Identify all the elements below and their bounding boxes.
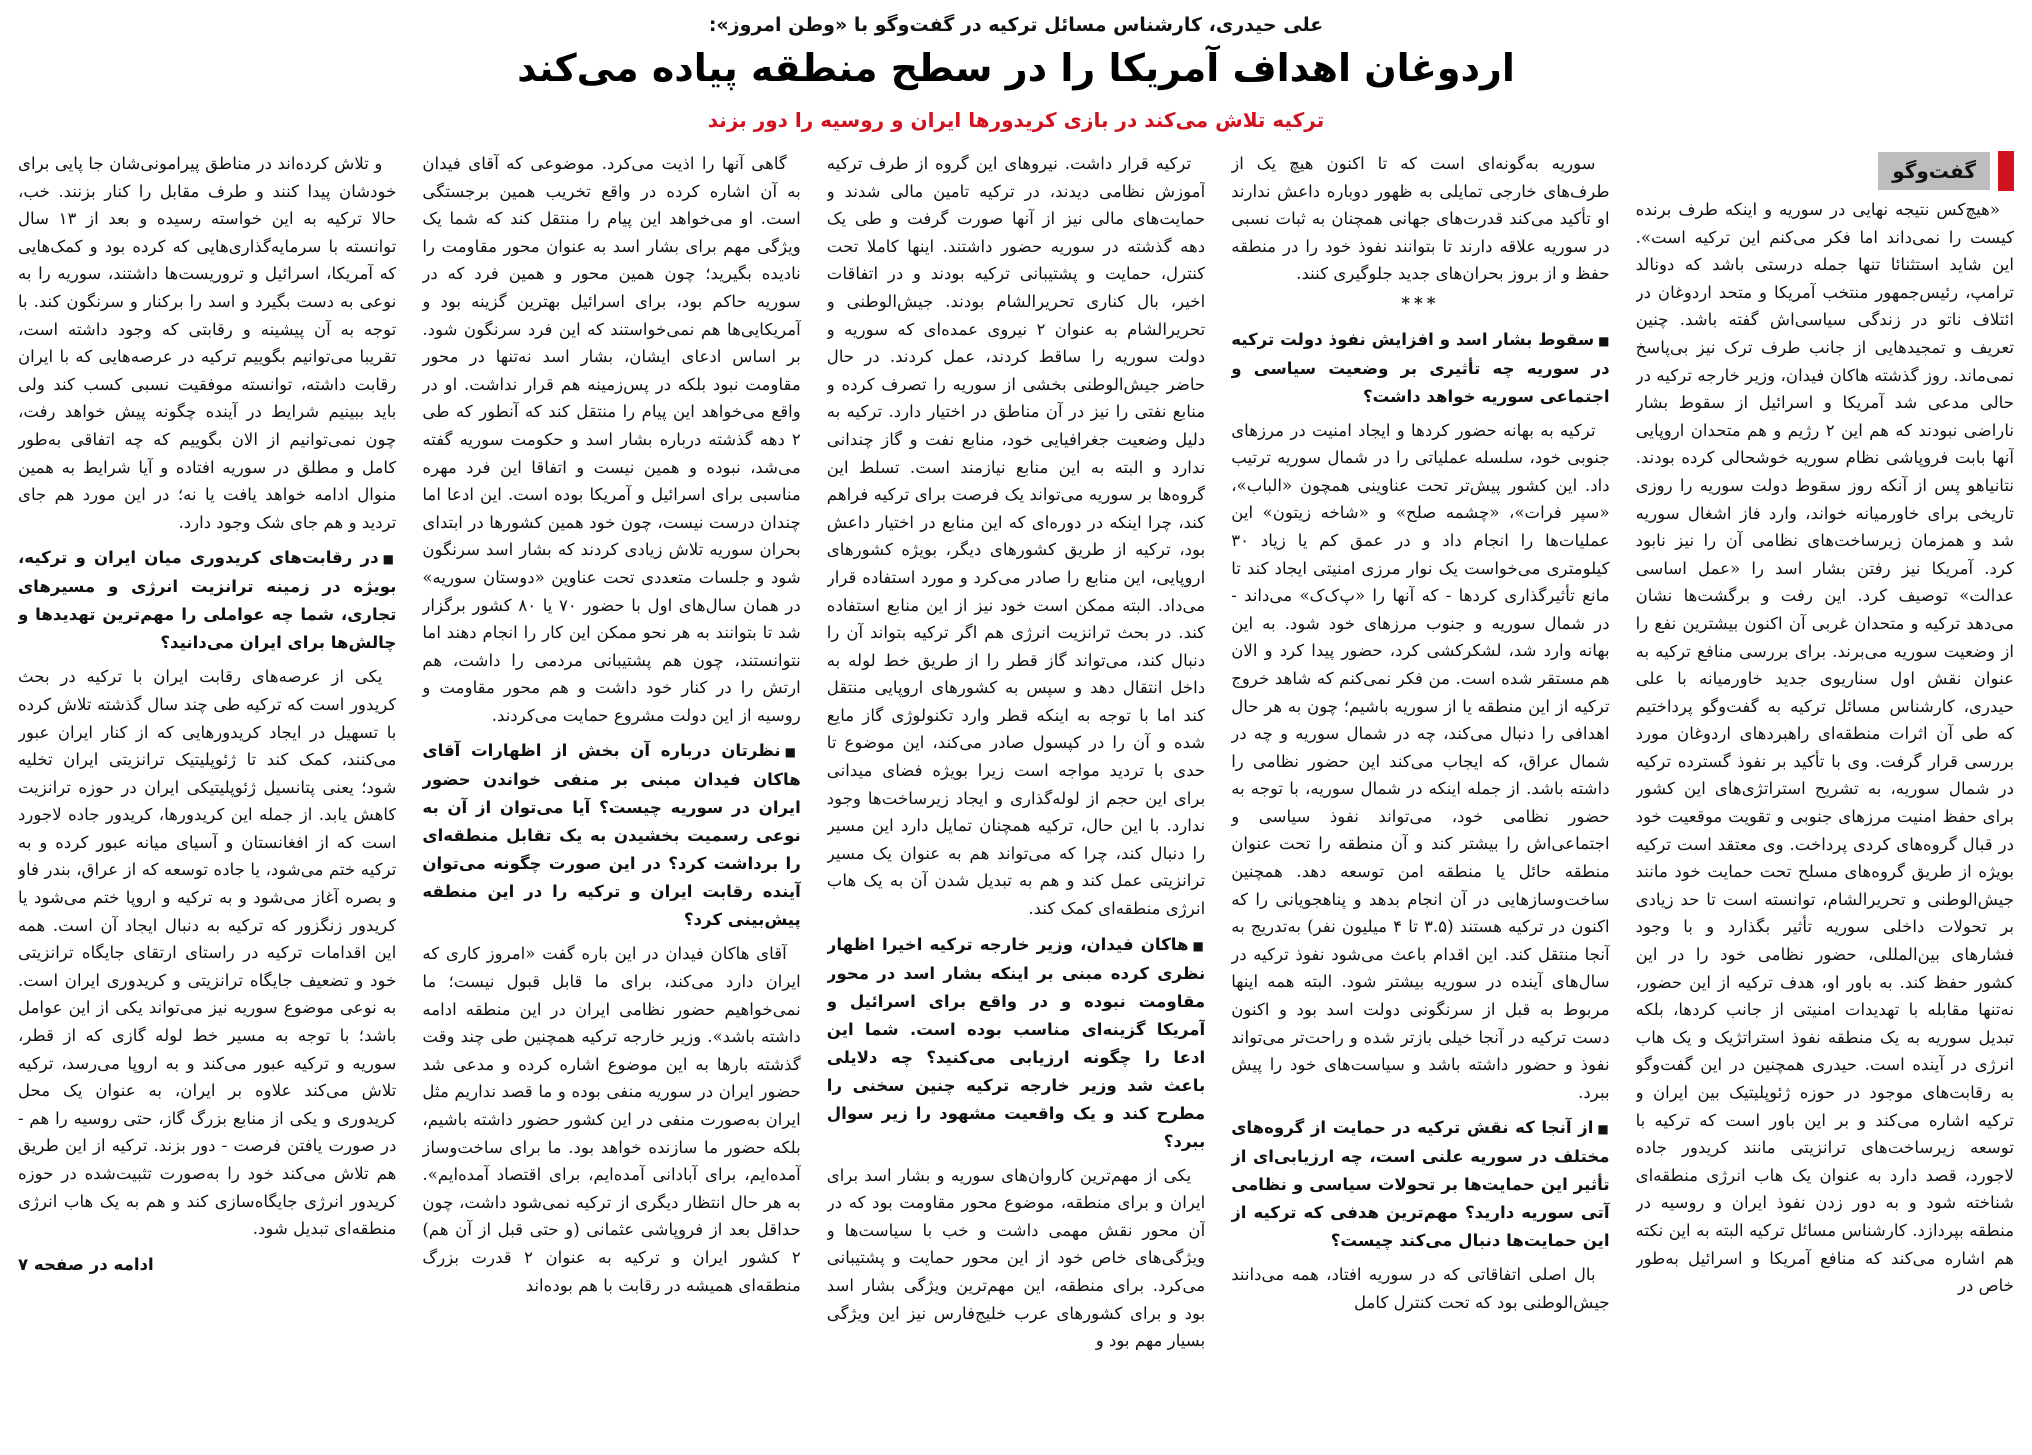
square-bullet-icon: ■ xyxy=(1192,938,1206,953)
paragraph: گاهی آنها را اذیت می‌کرد. موضوعی که آقای فیدان به آن اشاره کرده در واقع تخریب همین برجستگی است. او می‌خواهد این پیام را منتقل کند که شما یک ویژگی مهم برای بشار اسد به عنوان محور مقاومت را نادیده بگیرید؛ چون همین محور و همین فرد که در سوریه حاکم بود، برای اسرائیل بهترین گزینه بود و آمریکایی‌ها هم نمی‌خواستند که این فرد سرنگون شود. بر اساس ادعای ایشان، بشار اسد نه‌تنها در محور مقاومت نبود بلکه در پس‌زمینه هم قرار نداشت. او در واقع می‌خواهد این پیام را منتقل کند که آنطور که طی ۲ دهه گذشته درباره بشار اسد و حکومت سوریه گفته می‌شد، نبوده و همین نیست و اتفاقا این فرد مهره مناسبی برای اسرائیل و آمریکا بوده است. این ادعا اما چندان درست نیست، چون خود همین کشورها در ابتدای بحران سوریه تلاش زیادی کردند که بشار اسد سرنگون شود و جلسات متعددی تحت عناوین «دوستان سوریه» در همان سال‌های اول با حضور ۷۰ یا ۸۰ کشور برگزار شد تا بتوانند به هر نحو ممکن این کار را انجام دهند اما نتوانستند، چون هم پشتیبانی مردمی را داشت، هم ارتش را در کنار خود داشت و هم محور مقاومت و روسیه از این دولت مشروع حمایت می‌کردند. xyxy=(422,154,801,725)
kicker-line: علی حیدری، کارشناس مسائل ترکیه در گفت‌وگو با «وطن امروز»: xyxy=(708,14,1324,36)
paragraph: ترکیه قرار داشت. نیروهای این گروه از طرف ترکیه آموزش نظامی دیدند، در ترکیه تامین مالی شدند و حمایت‌های مالی نیز از آنها صورت گرفت و طی یک دهه گذشته در سوریه حضور داشتند. اینها کاملا تحت کنترل، حمایت و پشتیبانی ترکیه بودند و در اتفاقات اخیر، بال کناری تحریرالشام بودند. جیش‌الوطنی و تحریرالشام به عنوان ۲ نیروی عمده‌ای که سوریه و دولت سوریه را ساقط کردند، عمل کردند. در حال حاضر جیش‌الوطنی بخشی از سوریه را تصرف کرده و منابع نفتی را نیز در آن مناطق در اختیار دارد. ترکیه به دلیل وضعیت جغرافیایی خود، منابع نفت و گاز چندانی ندارد و البته به این منابع نیازمند است. تسلط این گروه‌ها بر سوریه می‌تواند یک فرصت برای ترکیه فراهم کند، چرا اینکه در دوره‌ای که این منابع در اختیار داعش بود، ترکیه از طریق کشورهای دیگر، بویژه کشورهای اروپایی، این منابع را صادر می‌کرد و مورد استفاده قرار می‌داد. البته ممکن است خود نیز از این منابع استفاده کند. در بحث ترانزیت انرژی هم اگر ترکیه بتواند آن را دنبال کند، می‌تواند گاز قطر را از طریق خط لوله به داخل انتقال دهد و سپس به کشورهای اروپایی منتقل کند اما با توجه به اینکه قطر وارد تکنولوژی گاز مایع شده و آن را در کپسول صادر می‌کند، این موضوع تا حدی با تردید مواجه است زیرا بویژه فضای میدانی برای این حجم از لوله‌گذاری و ایجاد زیرساخت‌ها وجود ندارد. با این حال، ترکیه همچنان تمایل دارد این مسیر را دنبال کند، چرا که می‌تواند هم به عنوان یک مسیر ترانزیتی عمل کند و هم به تبدیل شدن آن به یک هاب انرژی منطقه‌ای کمک کند. xyxy=(826,154,1206,919)
paragraph: بال اصلی اتفاقاتی که در سوریه افتاد، همه می‌دانند جیش‌الوطنی بود که تحت کنترل کامل xyxy=(1231,1265,1610,1312)
continued-on-page-7: ادامه در صفحه ۷ xyxy=(17,1254,154,1274)
question-text: در رقابت‌های کریدوری میان ایران و ترکیه، بویژه در زمینه ترانزیت انرژی و مسیرهای تجاری، شما چه عواملی را مهم‌ترین تهدیدها و چالش‌ها برای ایران می‌دانید؟ xyxy=(17,548,397,653)
paragraph: آقای هاکان فیدان در این باره گفت «امروز کاری که ایران دارد می‌کند، برای ما قابل قبول نیست؛ ما نمی‌خواهیم حضور نظامی ایران در این منطقه ادامه داشته باشد». وزیر خارجه ترکیه همچنین طی چند وقت گذشته بارها به این موضوع اشاره کرده و مدعی شد حضور ایران در سوریه منفی بوده و ما قصد نداریم مثل ایران به‌صورت منفی در این کشور حضور داشته باشیم، بلکه حضور ما سازنده خواهد بود. ما برای ساخت‌وساز آمده‌ایم، برای آبادانی آمده‌ایم، برای اقتصاد آمده‌ایم». به هر حال انتظار دیگری از ترکیه نمی‌شود داشت، چون حداقل بعد از فروپاشی عثمانی (و حتی قبل از آن هم) ۲ کشور ایران و ترکیه به عنوان ۲ قدرت بزرگ منطقه‌ای همیشه در رقابت با هم بوده‌اند xyxy=(422,944,801,1295)
interview-question xyxy=(18,544,396,657)
column-5 xyxy=(18,150,396,1442)
paragraph: یکی از مهم‌ترین کاروان‌های سوریه و بشار اسد برای ایران و برای منطقه، موضوع محور مقاومت بود که در آن محور نقش مهمی داشت و خب با سیاست‌ها و ویژگی‌های خاص خود از این محور حمایت و پشتیبانی می‌کرد. برای منطقه، این مهم‌ترین ویژگی بشار اسد بود و برای کشورهای عرب خلیج‌فارس نیز این ویژگی بسیار مهم بود و xyxy=(826,1165,1206,1351)
paragraph: «هیچ‌کس نتیجه نهایی در سوریه و اینکه طرف برنده کیست را نمی‌داند اما فکر می‌کنم این ترکیه است». این شاید استثنائا تنها جمله درستی باشد که دونالد ترامپ، رئیس‌جمهور منتخب آمریکا و متحد اردوغان در ائتلاف ناتو در زندگی سیاسی‌اش گفته باشد. چنین تعریف و تمجیدهایی از جانب طرف ترک نیز بی‌پاسخ نمی‌ماند. روز گذشته هاکان فیدان، وزیر خارجه ترکیه در حالی مدعی شد آمریکا و اسرائیل از سقوط بشار ناراضی نبودند که هم این ۲ رژیم و هم متحدان اروپایی آنها بابت فروپاشی نظام سوریه خوشحالی کرده بودند. نتانیاهو پس از آنکه روز سقوط دولت سوریه را روزی تاریخی برای خاورمیانه خواند، وارد فاز اشغال سوریه شد و همزمان زیرساخت‌های نظامی آن را نیز نابود کرد. آمریکا نیز رفتن بشار اسد را «عمل اساسی عدالت» توصیف کرد. این رفت و برگشت‌ها نشان می‌دهد ترکیه و متحدان غربی آن اکنون بیشترین نفع را از وضعیت سوریه می‌برند. برای بررسی منافع ترکیه به عنوان نقش اول سناریوی جدید خاورمیانه با علی حیدری، کارشناس مسائل ترکیه به گفت‌وگو پرداختیم که طی آن اثرات منطقه‌ای راهبردهای اردوغان مورد بررسی قرار گرفت. وی با تأکید بر نفوذ گسترده ترکیه در شمال سوریه، به تشریح استراتژی‌های این کشور برای حفظ امنیت مرزهای جنوبی و تقویت موقعیت خود در قبال گروه‌های کردی پرداخت. وی معتقد است ترکیه بویژه از طریق گروه‌های مسلح تحت حمایت خود مانند جیش‌الوطنی و تحریرالشام، توانسته است تا حد زیادی بر تحولات داخلی سوریه تأثیر بگذارد و با وجود فشارهای بین‌المللی، حضور نظامی خود را در این کشور حفظ کند. به باور او، هدف ترکیه از این حضور، نه‌تنها مقابله با تهدیدات امنیتی از جانب کردها، بلکه تبدیل سوریه به یک منطقه نفوذ استراتژیک و یک هاب انرژی در آینده است. حیدری همچنین در این گفت‌وگو به رقابت‌های موجود در حوزه ژئوپلیتیک بین ایران و ترکیه اشاره می‌کند و بر این باور است که ترکیه با توسعه زیرساخت‌های ترانزیتی مانند کریدور جاده لاجورد، قصد دارد به عنوان یک هاب انرژی منطقه‌ای شناخته شود و به دور زدن نفوذ ایران و روسیه در منطقه بپردازد. کارشناس مسائل ترکیه البته به این نکته هم اشاره می‌کند که منافع آمریکا و اسرائیل به‌طور خاص در xyxy=(1635,200,2014,1296)
interview-question xyxy=(1231,1114,1609,1255)
article-columns xyxy=(18,150,2014,1442)
separator-stars: *** xyxy=(1401,292,1440,313)
interview-question xyxy=(422,737,800,934)
section-tag xyxy=(1636,150,2014,192)
square-bullet-icon: ■ xyxy=(1598,333,1610,348)
interview-question xyxy=(827,931,1205,1156)
question-text: سقوط بشار اسد و افزایش نفوذ دولت ترکیه در سوریه چه تأثیری بر وضعیت سیاسی و اجتماعی سوریه خواهد داشت؟ xyxy=(1231,329,1610,406)
paragraph: ترکیه به بهانه حضور کردها و ایجاد امنیت در مرزهای جنوبی خود، سلسله عملیاتی را در شمال سوریه ترتیب داد. این کشور پیش‌تر تحت عناوینی همچون «الباب»، «سپر فرات»، «چشمه صلح» و «شاخه زیتون» این عملیات‌ها را انجام داد و در عمق کم یا زیاد ۳۰ کیلومتری می‌خواست یک نوار مرزی امنیتی ایجاد کند تا مانع تأثیرگذاری کردها - که آنها را «پ‌ک‌ک» می‌داند - در شمال سوریه و جنوب مرزهای خود شود. به این بهانه وارد شد، لشکرکشی کرد، حضور پیدا کرد و الان هم مستقر شده است. من فکر نمی‌کنم که شاهد خروج ترکیه از این منطقه یا از سوریه باشیم؛ چون به هر حال اهدافی را دنبال می‌کند، چه در شمال سوریه و چه در شمال عراق، که ایجاب می‌کند این حضور نظامی را داشته باشد. از جمله اینکه در شمال سوریه، با توجه به حضور نظامی خود، می‌تواند نفوذ سیاسی و اجتماعی‌اش را بیشتر کند و آن منطقه را تحت عنوان منطقه حائل یا منطقه امن توسعه دهد. همچنین ساخت‌وسازهایی در آن انجام بدهد و پناهجویانی را که اکنون در ترکیه هستند (۳.۵ تا ۴ میلیون نفر) به‌تدریج به آنجا منتقل کند. این اقدام باعث می‌شود نفوذ ترکیه در سال‌های آینده در سوریه بیشتر شود. البته همه اینها مربوط به قبل از سرنگونی دولت اسد بود و اکنون دست ترکیه در آنجا خیلی بازتر شده و راحت‌تر می‌تواند نفوذ و حضور داشته باشد و سیاست‌های خود را پیش ببرد. xyxy=(1231,420,1610,1102)
section-label: گفت‌وگو xyxy=(1878,152,1990,190)
paragraph: یکی از عرصه‌های رقابت ایران با ترکیه در بحث کریدور است که ترکیه طی چند سال گذشته تلاش کرده با تسهیل در ایجاد کریدورهایی که از کنار ایران عبور می‌کنند، کمک کند تا ژئوپلیتیک ترانزیتی ایران تخلیه شود؛ یعنی پتانسیل ژئوپلیتیکی ایران در حوزه ترانزیت کاهش یابد. از جمله این کریدورها، کریدور جاده لاجورد است که از افغانستان و آسیای میانه عبور کرده و به ترکیه ختم می‌شود، یا جاده توسعه که از عراق، بندر فاو و بصره آغاز می‌شود و به ترکیه و اروپا ختم می‌شود یا کریدور زنگزور که ترکیه به دنبال ایجاد آن است. همه این اقدامات ترکیه در راستای ارتقای جایگاه ترانزیتی خود و تضعیف جایگاه ترانزیتی و کریدوری ایران است. به نوعی موضوع سوریه نیز می‌تواند یکی از این عوامل باشد؛ با توجه به مسیر خط لوله گازی که از قطر، سوریه و ترکیه عبور می‌کند و به اروپا می‌رسد، ترکیه تلاش می‌کند علاوه بر ایران، به عنوان یک محل کریدوری و یکی از منابع بزرگ گاز، حتی روسیه را هم - در صورت یافتن فرصت - دور بزند. ترکیه از این طریق هم تلاش می‌کند خود را به‌صورت تثبیت‌شده در حوزه کریدور انرژی جایگاه‌سازی کند و هم به یک هاب انرژی منطقه‌ای تبدیل شود. xyxy=(17,667,397,1239)
paragraph: سوریه به‌گونه‌ای است که تا اکنون هیچ یک از طرف‌های خارجی تمایلی به ظهور دوباره داعش ندارند او تأکید می‌کند قدرت‌های جهانی همچنان به ثبات نسبی در سوریه علاقه دارند تا بتوانند نفوذ خود را در منطقه حفظ و از بروز بحران‌های جدید جلوگیری کنند. xyxy=(1231,154,1610,284)
subheadline: ترکیه تلاش می‌کند در بازی کریدورها ایران و روسیه را دور بزند xyxy=(707,108,1325,132)
column-2 xyxy=(1231,150,1609,1442)
column-1 xyxy=(1636,150,2014,1442)
question-text: نظرتان درباره آن بخش از اظهارات آقای هاکان فیدان مبنی بر منفی خواندن حضور ایران در سوریه چیست؟ آیا می‌توان از آن به نوعی رسمیت بخشیدن به یک تقابل منطقه‌ای را برداشت کرد؟ در این صورت چگونه می‌توان آینده رقابت ایران و ترکیه را در این منطقه پیش‌بینی کرد؟ xyxy=(422,741,801,930)
square-bullet-icon: ■ xyxy=(784,745,801,760)
section-red-bar xyxy=(1998,151,2014,191)
square-bullet-icon: ■ xyxy=(382,552,397,567)
headline: اردوغان اهداف آمریکا را در سطح منطقه پیاده می‌کند xyxy=(517,46,1515,90)
paragraph: و تلاش کرده‌اند در مناطق پیرامونی‌شان جا پایی برای خودشان پیدا کنند و طرف مقابل را کنار بزنند. خب، حالا ترکیه به این خواسته رسیده و بعد از ۱۳ سال توانسته با سرمایه‌گذاری‌هایی که کرده بود و کمک‌هایی که آمریکا، اسرائیل و تروریست‌ها داشتند، سوریه را به نوعی به دست بگیرد و اسد را برکنار و سرنگون کند. با توجه به آن پیشینه و رقابتی که وجود داشته است، تقریبا می‌توانیم بگوییم ترکیه در عرصه‌هایی که با ایران رقابت داشته، توانسته موفقیت نسبی کسب کند ولی باید ببینیم شرایط در آینده چگونه پیش خواهد رفت، چون نمی‌توانیم از الان بگوییم که چه اتفاقی به‌طور کامل و مطلق در سوریه افتاده و آیا شرایط به همین منوال ادامه خواهد یافت یا نه؛ در این مورد هم جای تردید و هم جای شک وجود دارد. xyxy=(17,154,397,532)
column-3 xyxy=(827,150,1205,1442)
square-bullet-icon: ■ xyxy=(1597,1122,1610,1137)
question-text: هاکان فیدان، وزیر خارجه ترکیه اخیرا اظهار نظری کرده مبنی بر اینکه بشار اسد در محور مقاومت نبوده و در واقع برای اسرائیل و آمریکا گزینه‌ای مناسب بوده است. شما این ادعا را چگونه ارزیابی می‌کنید؟ چه دلایلی باعث شد وزیر خارجه ترکیه چنین سخنی را مطرح کند و یک واقعیت مشهود را زیر سوال ببرد؟ xyxy=(826,934,1206,1151)
interview-question xyxy=(1231,326,1609,411)
question-text: از آنجا که نقش ترکیه در حمایت از گروه‌های مختلف در سوریه علنی است، چه ارزیابی‌ای از تأثیر این حمایت‌ها بر تحولات سیاسی و نظامی آتی سوریه دارید؟ مهم‌ترین هدفی که ترکیه از این حمایت‌ها دنبال می‌کند چیست؟ xyxy=(1231,1118,1610,1251)
column-4 xyxy=(422,150,800,1442)
